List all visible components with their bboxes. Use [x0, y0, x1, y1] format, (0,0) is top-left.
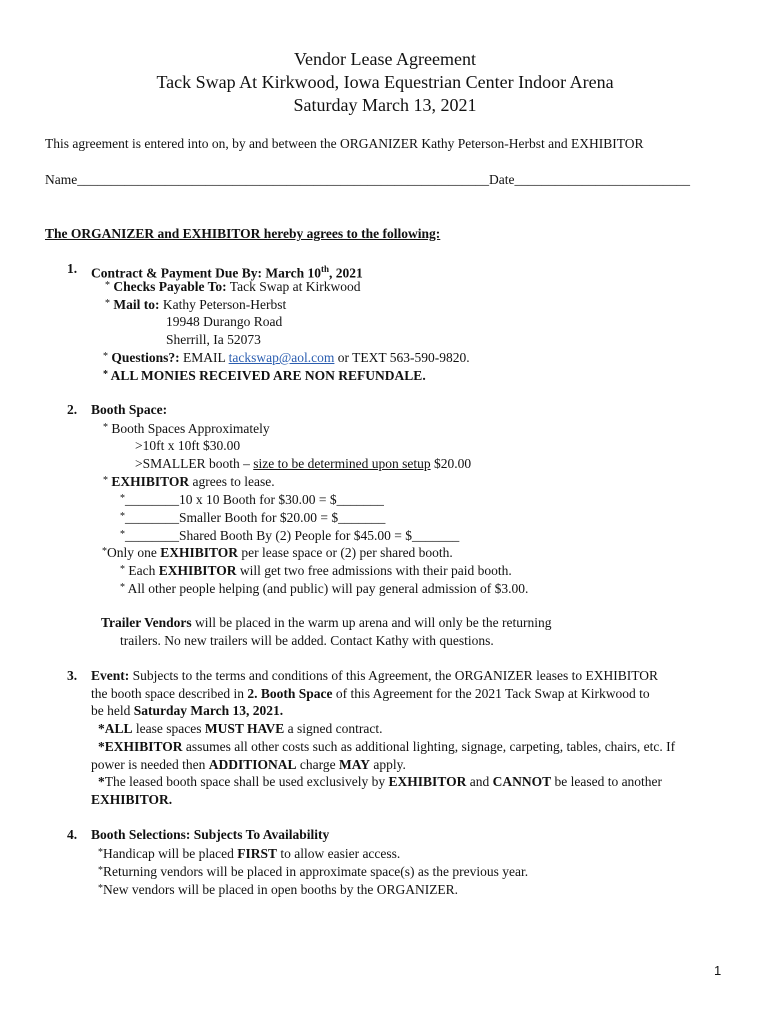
section-1-heading: Contract & Payment Due By: March 10th, 2021: [91, 264, 363, 281]
section-3-number: 3.: [67, 668, 78, 683]
intro-paragraph: This agreement is entered into on, by and between the ORGANIZER Kathy Peterson-Herbst and EXHIBITOR: [45, 136, 644, 151]
booth-option-2: >SMALLER booth – size to be determined upon setup $20.00: [135, 456, 472, 471]
exclusive-use-rule-cont: EXHIBITOR.: [91, 792, 173, 807]
title-line-2: Tack Swap At Kirkwood, Iowa Equestrian Center Indoor Arena: [156, 72, 614, 92]
handicap-rule: *Handicap will be placed FIRST to allow easier access.: [98, 846, 401, 861]
mail-city: Sherrill, Ia 52073: [166, 332, 261, 347]
section-2-heading: Booth Space:: [91, 402, 168, 417]
section-2-number: 2.: [67, 402, 78, 417]
returning-vendors-rule: *Returning vendors will be placed in approximate space(s) as the previous year.: [98, 864, 529, 879]
exhibitor-costs: *EXHIBITOR assumes all other costs such as additional lighting, signage, carpeting, tables, chairs, etc. If: [98, 739, 676, 754]
section-4-heading: Booth Selections: Subjects To Availability: [91, 827, 330, 842]
one-exhibitor-rule: *Only one EXHIBITOR per lease space or (2) per shared booth.: [102, 545, 453, 560]
page-number: 1: [714, 963, 722, 978]
checks-payable: * Checks Payable To: Tack Swap at Kirkwood: [105, 279, 361, 294]
refund-notice: * ALL MONIES RECEIVED ARE NON REFUNDALE.: [103, 368, 426, 383]
event-line-3: be held Saturday March 13, 2021.: [91, 703, 284, 718]
mail-street: 19948 Durango Road: [166, 314, 283, 329]
agreement-heading: The ORGANIZER and EXHIBITOR hereby agrees to the following:: [45, 226, 441, 241]
trailer-vendors: Trailer Vendors will be placed in the warm up arena and will only be the returning: [101, 615, 552, 630]
new-vendors-rule: *New vendors will be placed in open booths by the ORGANIZER.: [98, 882, 459, 897]
free-admissions: * Each EXHIBITOR will get two free admissions with their paid booth.: [120, 563, 512, 578]
lease-line-smaller: *________Smaller Booth for $20.00 = $_______: [120, 510, 386, 525]
lease-line-standard: *________10 x 10 Booth for $30.00 = $_______: [120, 492, 384, 507]
lease-line-shared: *________Shared Booth By (2) People for $45.00 = $_______: [120, 528, 460, 543]
email-link[interactable]: tackswap@aol.com: [228, 350, 335, 365]
exclusive-use-rule: *The leased booth space shall be used exclusively by EXHIBITOR and CANNOT be leased to another: [98, 774, 663, 789]
title-line-3: Saturday March 13, 2021: [293, 95, 477, 115]
document-title: [0, 48, 770, 117]
section-4-number: 4.: [67, 827, 78, 842]
booth-approx: * Booth Spaces Approximately: [103, 421, 270, 436]
trailer-vendors-cont: trailers. No new trailers will be added. Contact Kathy with questions.: [120, 633, 494, 648]
power-charge: power is needed then ADDITIONAL charge MAY apply.: [91, 757, 406, 772]
exhibitor-agrees: * EXHIBITOR agrees to lease.: [103, 474, 275, 489]
event-line-1: Event: Subjects to the terms and conditions of this Agreement, the ORGANIZER leases to EXHIBITOR: [91, 668, 659, 683]
mail-to: * Mail to: Kathy Peterson-Herbst: [105, 297, 287, 312]
name-date-line: Name_____________________________________________________________Date__________________________: [45, 172, 690, 187]
signed-contract-rule: *ALL lease spaces MUST HAVE a signed contract.: [98, 721, 383, 736]
title-line-1: Vendor Lease Agreement: [294, 49, 476, 69]
booth-option-1: >10ft x 10ft $30.00: [135, 438, 241, 453]
section-1-number: 1.: [67, 261, 78, 276]
event-line-2: the booth space described in 2. Booth Space of this Agreement for the 2021 Tack Swap at Kirkwood to: [91, 686, 650, 701]
general-admission: * All other people helping (and public) will pay general admission of $3.00.: [120, 581, 529, 596]
questions-line: * Questions?: EMAIL tackswap@aol.com or TEXT 563-590-9820.: [103, 350, 470, 365]
